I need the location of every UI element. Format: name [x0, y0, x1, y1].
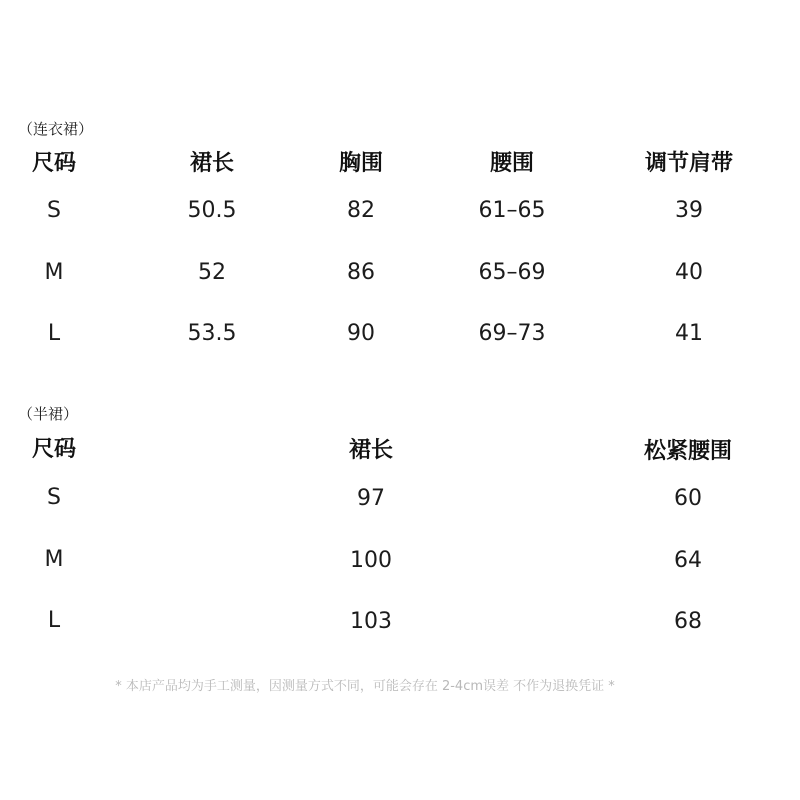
dress-length-cell: 52 [198, 260, 226, 285]
dress-strap-cell: 39 [675, 198, 703, 223]
dress-size-cell: L [47, 321, 61, 346]
dress-waist-cell: 61–65 [478, 198, 546, 223]
dress-header-waist: 腰围 [489, 151, 534, 176]
dress-bust-cell: 90 [347, 321, 375, 346]
skirt-header-elastic-waist: 松紧腰围 [643, 439, 732, 464]
dress-strap-cell: 41 [675, 321, 703, 346]
skirt-waist-cell: 64 [674, 548, 702, 573]
dress-header-length: 裙长 [189, 151, 234, 176]
dress-length-cell: 53.5 [187, 321, 237, 346]
measurement-disclaimer: * 本店产品均为手工测量，因测量方式不同，可能会存在 2-4cm误差 不作为退换凭证 * [115, 679, 615, 694]
dress-strap-cell: 40 [675, 260, 703, 285]
skirt-waist-cell: 60 [674, 486, 702, 511]
dress-waist-cell: 69–73 [478, 321, 546, 346]
skirt-header-size: 尺码 [32, 437, 77, 462]
dress-header-bust: 胸围 [338, 151, 383, 176]
dress-header-strap: 调节肩带 [644, 151, 733, 176]
dress-bust-cell: 82 [347, 198, 375, 223]
skirt-length-cell: 100 [350, 548, 392, 573]
skirt-length-cell: 103 [350, 609, 392, 634]
dress-waist-cell: 65–69 [478, 260, 546, 285]
skirt-header-length: 裙长 [348, 438, 393, 463]
dress-length-cell: 50.5 [187, 198, 237, 223]
dress-size-cell: S [47, 198, 61, 223]
skirt-size-cell: S [47, 485, 61, 510]
dress-size-cell: M [44, 260, 64, 285]
skirt-waist-cell: 68 [674, 609, 702, 634]
skirt-section-label: （半裙） [18, 405, 79, 423]
dress-header-size: 尺码 [32, 151, 77, 176]
dress-bust-cell: 86 [347, 260, 375, 285]
dress-section-label: （连衣裙） [18, 120, 94, 138]
skirt-size-cell: L [47, 608, 61, 633]
skirt-length-cell: 97 [357, 486, 385, 511]
skirt-size-cell: M [44, 547, 64, 572]
